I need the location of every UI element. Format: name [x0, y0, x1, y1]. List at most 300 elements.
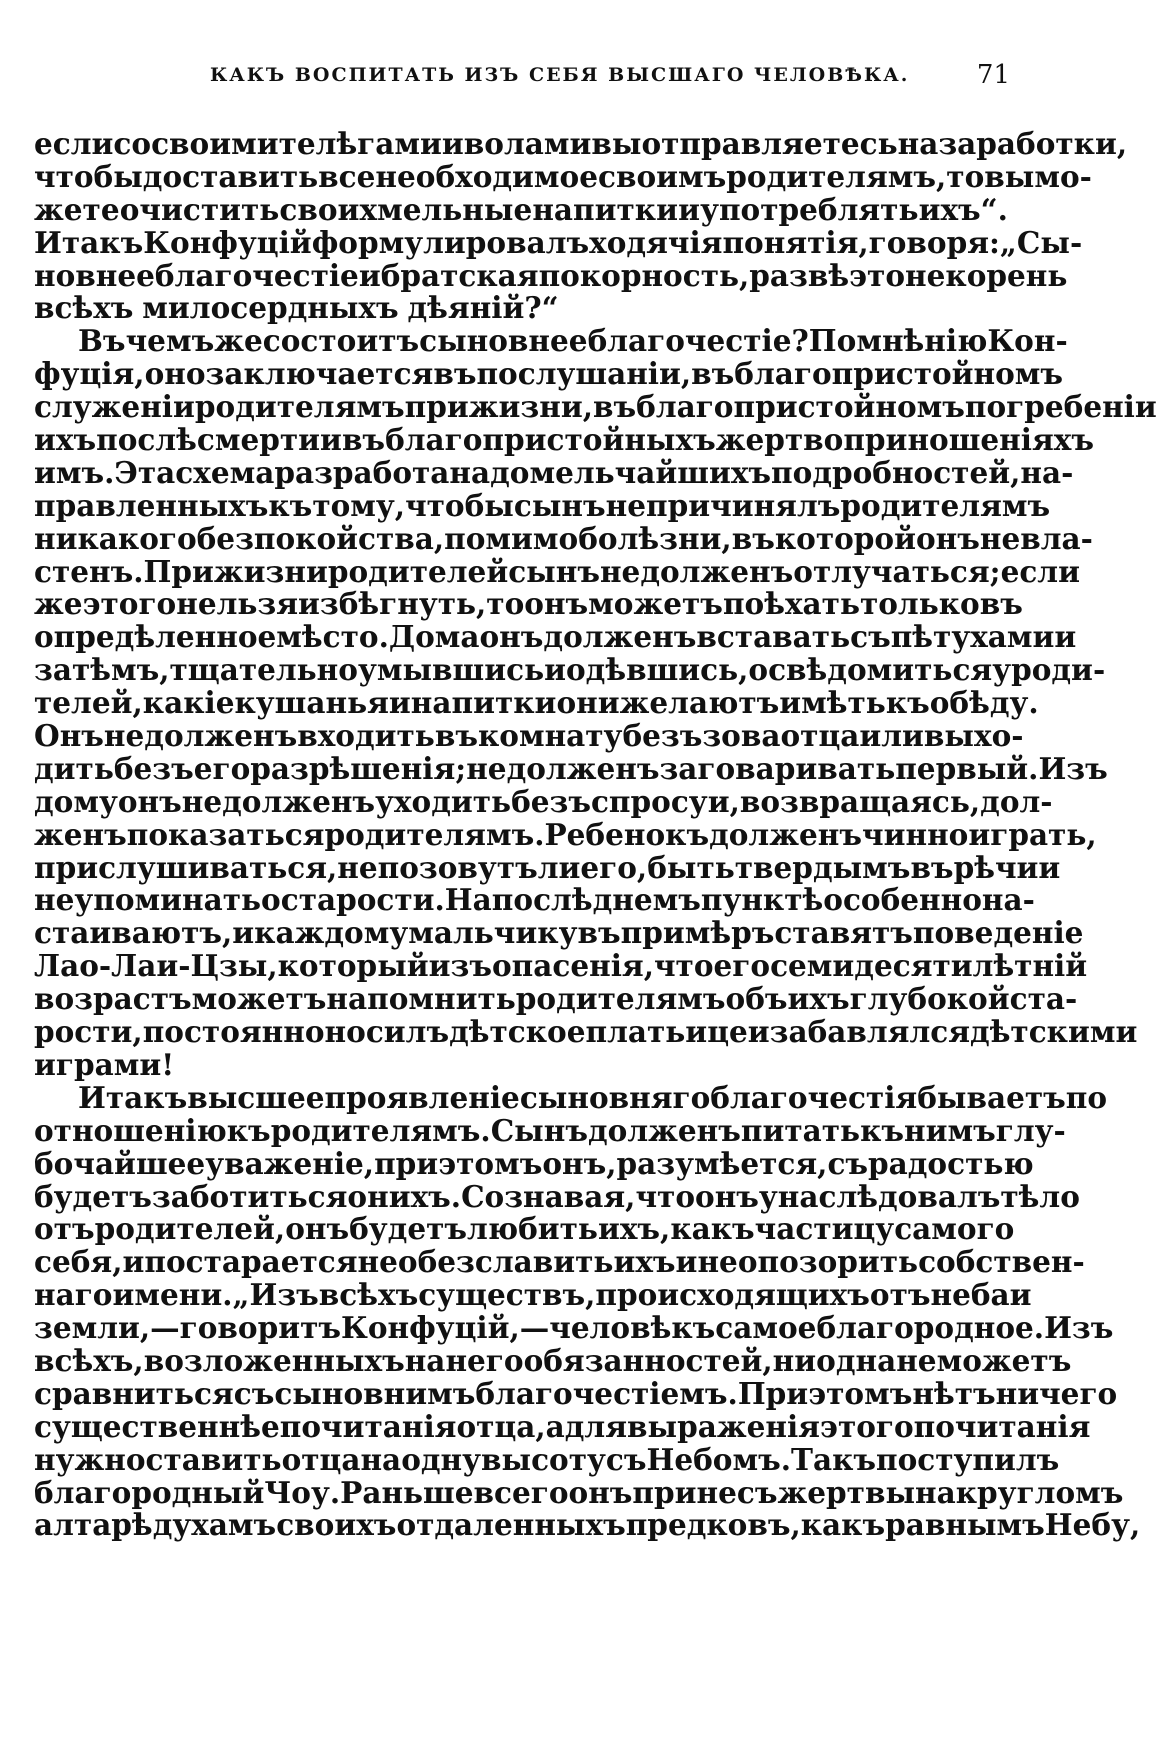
- word: поведеніе: [912, 915, 1084, 951]
- word: напитки: [532, 191, 678, 227]
- word: онъ: [568, 1474, 633, 1510]
- word: родителей: [327, 553, 509, 589]
- word: родителямъ: [840, 487, 1051, 523]
- word: развѣ: [749, 257, 850, 293]
- word: если: [34, 126, 114, 161]
- word: существъ,: [418, 1277, 596, 1313]
- word: самое: [715, 1310, 817, 1346]
- text-line: [34, 1244, 1085, 1280]
- word: долженъ: [543, 619, 697, 655]
- word: сынъ: [508, 553, 600, 589]
- word: опасенія,: [491, 948, 654, 984]
- word: на: [897, 126, 939, 161]
- text-line: [34, 224, 1083, 260]
- word: и: [388, 685, 411, 721]
- text-line: [34, 652, 1106, 688]
- word: милосердныхъ: [142, 290, 399, 326]
- word: его: [193, 750, 251, 786]
- word: высшее: [187, 1079, 325, 1115]
- word: жизни,: [468, 389, 593, 425]
- word: они: [556, 685, 620, 721]
- word: Онъ: [34, 718, 104, 754]
- word: погребеніи: [964, 389, 1157, 425]
- word: заговаривать: [659, 750, 896, 786]
- word: телѣгами: [278, 126, 442, 161]
- word: Небомъ.: [646, 1441, 792, 1477]
- word: питать: [740, 1112, 861, 1148]
- word: поѣхать: [722, 586, 860, 622]
- text-line: [34, 553, 1080, 589]
- word: чинно: [862, 816, 969, 852]
- word: говоря:: [868, 224, 1000, 260]
- word: болѣзни,: [578, 520, 732, 556]
- word: позовутъ: [377, 849, 538, 885]
- word: въ: [433, 356, 477, 392]
- word: мнѣнію: [856, 323, 988, 359]
- word: долженъ: [709, 816, 863, 852]
- word: комнату: [477, 718, 623, 754]
- word: его,: [580, 849, 648, 885]
- word: алтарѣ: [34, 1507, 153, 1543]
- word: обезславить: [397, 1244, 614, 1280]
- word: состоитъ: [262, 323, 420, 359]
- word: —: [150, 1310, 180, 1346]
- word: въ: [434, 718, 478, 754]
- text-line: [34, 454, 1074, 490]
- word: отлучаться;: [793, 553, 1001, 589]
- word: роди-: [1011, 652, 1106, 688]
- word: съ: [605, 1441, 647, 1477]
- word: себя,: [34, 1244, 123, 1280]
- page-number: 71: [976, 60, 1010, 90]
- word: его: [713, 948, 771, 984]
- word: безъ: [511, 783, 591, 819]
- word: сыновнее: [419, 323, 588, 359]
- word: всего: [473, 1474, 569, 1510]
- word: и: [320, 422, 342, 458]
- word: Эта: [114, 454, 176, 490]
- text-line: [34, 816, 1097, 852]
- word: тѣло: [1000, 1178, 1080, 1214]
- word: отдаленныхъ: [396, 1507, 626, 1543]
- text-line: [34, 292, 1008, 325]
- word: постарается: [144, 1244, 358, 1280]
- word: первый.: [895, 750, 1039, 786]
- word: Чоу.: [264, 1474, 341, 1510]
- word: Въ: [78, 323, 126, 359]
- word: изъ: [428, 948, 492, 984]
- word: Такъ: [791, 1441, 877, 1477]
- word: особенно: [823, 882, 982, 918]
- word: опозорить: [737, 1244, 919, 1280]
- word: унаслѣдовалъ: [758, 1178, 1001, 1214]
- text-line: [34, 1145, 1034, 1181]
- word: старости.: [280, 882, 445, 918]
- word: можетъ: [588, 586, 723, 622]
- word: Итакъ: [78, 1079, 188, 1115]
- word: равнымъ: [885, 1507, 1045, 1543]
- word: каждому: [254, 915, 409, 951]
- word: въ: [593, 389, 637, 425]
- word: который: [277, 948, 429, 984]
- word: не: [466, 750, 507, 786]
- word: благочестія: [710, 1079, 918, 1115]
- word: опредѣленное: [34, 619, 277, 655]
- word: спросу: [590, 783, 708, 819]
- word: служеніи: [34, 389, 195, 425]
- word: въ: [731, 520, 775, 556]
- word: вставать: [696, 619, 851, 655]
- word: твердымъ: [734, 849, 911, 885]
- word: отправляетесь: [641, 126, 898, 161]
- word: послушаніи,: [476, 356, 692, 392]
- word: фуція,: [34, 356, 145, 392]
- word: При: [143, 553, 214, 589]
- word: подробностей,: [771, 454, 1021, 490]
- word: телей,: [34, 685, 143, 721]
- word: всѣхъ,: [34, 1342, 144, 1378]
- word: рѣчи: [953, 849, 1039, 885]
- word: сынъ: [513, 487, 606, 523]
- word: безпокойства,: [196, 520, 445, 556]
- word: рости,: [34, 1014, 143, 1050]
- word: очистить: [119, 191, 280, 227]
- word: упоминать: [74, 882, 262, 918]
- word: своихъ: [276, 1507, 397, 1543]
- word: Изъ: [1044, 1310, 1114, 1346]
- word: въ: [979, 586, 1023, 622]
- text-line: [34, 1046, 1008, 1082]
- text-line: [34, 685, 1039, 721]
- text-line: [34, 389, 1157, 425]
- word: играть,: [968, 816, 1097, 852]
- word: избѣгнуть,: [298, 586, 487, 622]
- word: самого: [894, 1211, 1015, 1247]
- word: благопристойныхъ: [385, 422, 716, 458]
- text-line: [34, 1178, 1080, 1214]
- word: вы: [591, 126, 642, 161]
- word: отношенію: [34, 1112, 227, 1148]
- text-line: [34, 948, 1088, 984]
- word: оно: [144, 356, 206, 392]
- word: На: [444, 882, 492, 918]
- word: и: [544, 652, 566, 688]
- word: Кон-: [987, 323, 1068, 359]
- word: у: [992, 652, 1012, 688]
- word: имъ.: [34, 454, 115, 490]
- word: этого: [82, 586, 177, 622]
- text-line: [34, 718, 1024, 754]
- text-line: [34, 422, 1094, 458]
- word: онъ: [285, 1211, 350, 1247]
- word: безъ: [113, 750, 194, 786]
- word: и: [747, 1014, 770, 1050]
- word: доставить: [142, 158, 319, 194]
- text-line: [34, 191, 1008, 227]
- word: сыновняго: [519, 1079, 711, 1115]
- word: сравниться: [34, 1375, 234, 1411]
- word: быть: [647, 849, 735, 885]
- word: если: [1000, 553, 1080, 589]
- word: причинялъ: [646, 487, 841, 523]
- word: родителей,: [94, 1211, 286, 1247]
- word: до: [490, 454, 530, 490]
- word: не: [34, 882, 75, 918]
- word: одѣвшись,: [566, 652, 749, 688]
- word: при: [404, 389, 469, 425]
- running-title: КАКЪ ВОСПИТАТЬ ИЗЪ СЕБЯ ВЫСШАГО ЧЕЛОВѢКА.: [210, 64, 910, 86]
- word: вы: [984, 158, 1035, 194]
- word: какъ: [800, 1507, 886, 1543]
- word: и: [441, 126, 464, 161]
- text-line: [34, 323, 1068, 359]
- word: платьице: [585, 1014, 748, 1050]
- word: корень: [945, 257, 1068, 293]
- word: частицу: [754, 1211, 895, 1247]
- word: разумѣется,: [616, 1145, 828, 1181]
- word: заботиться: [151, 1178, 348, 1214]
- word: смерти: [196, 422, 321, 458]
- word: ставятъ: [774, 915, 913, 951]
- word: бочайшее: [34, 1145, 206, 1181]
- word: человѣкъ: [549, 1310, 716, 1346]
- text-line: [34, 849, 1061, 885]
- word: съ: [233, 1375, 275, 1411]
- word: возвращаясь,: [739, 783, 981, 819]
- word: родителямъ,: [726, 158, 947, 194]
- word: кругломъ: [955, 1474, 1124, 1510]
- word: какіе: [142, 685, 235, 721]
- word: будетъ: [349, 1211, 468, 1247]
- word: возрастъ: [34, 981, 192, 1017]
- word: же: [214, 323, 263, 359]
- word: тщательно: [169, 652, 358, 688]
- word: „Сы-: [999, 224, 1083, 260]
- word: тому,: [312, 487, 406, 523]
- word: благопристойномъ: [734, 356, 1064, 392]
- word: чтобы: [405, 487, 514, 523]
- word: Лао-Лаи-Цзы,: [34, 948, 278, 984]
- text-line: [34, 1112, 1066, 1148]
- word: стенъ.: [34, 553, 144, 589]
- word: дѣяній?“: [407, 290, 559, 326]
- text-line: [34, 487, 1051, 523]
- word: отца: [281, 1441, 361, 1477]
- word: обязанностей,: [523, 1342, 773, 1378]
- text-line: [34, 586, 1023, 622]
- text-line: [34, 1079, 1108, 1115]
- word: не: [979, 520, 1021, 556]
- word: нельзя: [176, 586, 299, 622]
- word: показаться: [126, 816, 325, 852]
- word: имѣть: [779, 685, 886, 721]
- word: забавлялся: [769, 1014, 971, 1050]
- word: въ: [577, 915, 621, 951]
- text-line: [34, 1408, 1091, 1444]
- text-line: [34, 1310, 1114, 1346]
- word: не: [905, 257, 946, 293]
- text-line: [34, 882, 1035, 918]
- word: благородный: [34, 1474, 265, 1510]
- word: почитанія: [913, 1408, 1091, 1444]
- word: волами: [463, 126, 592, 161]
- word: глубокой: [849, 981, 1010, 1017]
- word: и: [675, 1244, 698, 1280]
- word: ихъ“.: [918, 191, 1008, 227]
- word: мальчику: [408, 915, 578, 951]
- word: онъ: [695, 1178, 759, 1214]
- word: семидесятилѣтній: [770, 948, 1088, 984]
- text-line: [34, 1277, 1032, 1313]
- word: ли: [537, 849, 581, 885]
- word: Раньше: [340, 1474, 474, 1510]
- word: дить: [34, 750, 114, 786]
- word: ихъ,: [597, 1211, 671, 1247]
- word: благородное.: [816, 1310, 1045, 1346]
- text-line: [34, 915, 1084, 951]
- word: которой: [774, 520, 916, 556]
- word: какъ: [670, 1211, 755, 1247]
- word: желаютъ: [619, 685, 780, 721]
- word: говоритъ: [179, 1310, 342, 1346]
- word: родителямъ: [515, 981, 726, 1017]
- word: Итакъ: [34, 224, 144, 260]
- word: этого: [819, 1408, 914, 1444]
- word: любить: [467, 1211, 598, 1247]
- word: и: [358, 257, 381, 293]
- word: не: [697, 1244, 738, 1280]
- text-line: [34, 1507, 1141, 1543]
- text-line: [34, 981, 1078, 1017]
- word: отъ: [869, 1277, 931, 1313]
- word: или: [859, 718, 924, 754]
- word: примѣръ: [620, 915, 775, 951]
- word: жертвы: [777, 1474, 916, 1510]
- word: —: [519, 1310, 550, 1346]
- word: заключается: [205, 356, 434, 392]
- word: жизни: [213, 553, 328, 589]
- word: хмельные: [359, 191, 533, 227]
- word: выраженія: [627, 1408, 820, 1444]
- text-line: [34, 783, 1053, 819]
- word: на: [404, 1342, 446, 1378]
- word: то: [486, 586, 525, 622]
- word: высоту: [481, 1441, 606, 1477]
- word: братская: [380, 257, 539, 293]
- word: выхо-: [923, 718, 1024, 754]
- running-header: [40, 60, 1010, 94]
- word: кушанья: [234, 685, 389, 721]
- word: мо-: [1034, 158, 1092, 194]
- word: Небу,: [1044, 1507, 1141, 1543]
- word: разрѣшенія;: [250, 750, 467, 786]
- word: Ребенокъ: [544, 816, 710, 852]
- word: онъ: [117, 783, 182, 819]
- word: что: [653, 948, 714, 984]
- word: дому: [34, 783, 118, 819]
- word: помимо: [444, 520, 579, 556]
- word: правленныхъ: [34, 487, 269, 523]
- word: не: [357, 1244, 398, 1280]
- text-line: [34, 257, 1068, 293]
- word: постоянно: [142, 1014, 325, 1050]
- word: Конфуцій,: [341, 1310, 520, 1346]
- word: напомнить: [326, 981, 516, 1017]
- word: съ: [850, 619, 891, 655]
- word: ни: [772, 1342, 817, 1378]
- word: мельчайшихъ: [529, 454, 772, 490]
- body-text: [34, 126, 1157, 1543]
- word: проявленіе: [324, 1079, 520, 1115]
- word: не: [896, 1342, 937, 1378]
- word: входить: [297, 718, 435, 754]
- word: При: [737, 1375, 809, 1411]
- word: уходить: [375, 783, 512, 819]
- word: радостью: [868, 1145, 1034, 1181]
- word: глу-: [995, 1112, 1066, 1148]
- word: „Изъ: [232, 1277, 319, 1313]
- word: обѣду.: [929, 685, 1039, 721]
- word: По: [808, 323, 857, 359]
- word: благочестіе?: [587, 323, 809, 359]
- text-line: [34, 1474, 1124, 1510]
- word: освѣдомиться: [748, 652, 993, 688]
- word: къ: [226, 1112, 271, 1148]
- word: не: [181, 783, 223, 819]
- word: жете: [34, 191, 120, 227]
- text-line: [34, 1211, 1015, 1247]
- word: формулировалъ: [311, 224, 590, 260]
- word: принесъ: [632, 1474, 778, 1510]
- text-line: [34, 1014, 1138, 1050]
- word: о: [347, 1178, 368, 1214]
- word: онъ: [479, 619, 544, 655]
- word: не: [103, 718, 145, 754]
- text-line: [34, 158, 1092, 194]
- word: заработки,: [938, 126, 1128, 161]
- word: Дома: [388, 619, 480, 655]
- word: можетъ: [936, 1342, 1072, 1378]
- text-line: [34, 356, 1064, 392]
- word: не: [337, 849, 378, 885]
- word: и: [1009, 1277, 1032, 1313]
- word: имени.: [112, 1277, 233, 1313]
- word: происходящихъ: [595, 1277, 870, 1313]
- word: долженъ: [587, 1112, 741, 1148]
- word: къ: [885, 685, 930, 721]
- word: въ: [341, 422, 386, 458]
- text-line: [34, 750, 1108, 786]
- word: благопристойномъ: [636, 389, 965, 425]
- word: неба: [930, 1277, 1010, 1313]
- word: Конфуцій: [143, 224, 312, 260]
- word: одна: [816, 1342, 897, 1378]
- word: родителямъ.: [324, 816, 545, 852]
- word: стаиваютъ,: [34, 915, 233, 951]
- text-line: [34, 1441, 1060, 1477]
- word: благочестіемъ.: [475, 1375, 738, 1411]
- word: онъ: [915, 520, 980, 556]
- word: и: [122, 1244, 145, 1280]
- word: схема: [175, 454, 275, 490]
- word: послѣ: [96, 422, 197, 458]
- word: ста-: [1009, 981, 1078, 1017]
- word: и: [1054, 619, 1077, 655]
- text-line: [34, 1342, 1072, 1378]
- word: не: [599, 553, 641, 589]
- word: Сознавая,: [461, 1178, 636, 1214]
- word: дол-: [980, 783, 1053, 819]
